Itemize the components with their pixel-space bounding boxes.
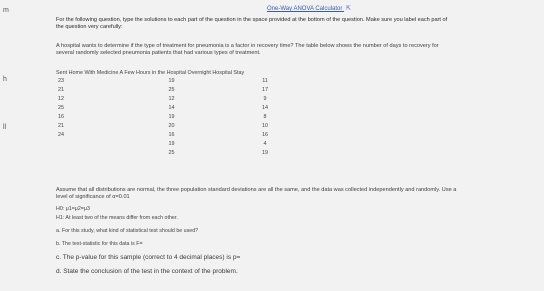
table-cell: 14 xyxy=(262,104,268,111)
table-row xyxy=(56,85,305,94)
sidebar-marker: ll xyxy=(3,124,7,131)
sidebar-marker: h xyxy=(3,76,7,83)
assumptions-line: level of significance of α=0.01 xyxy=(56,194,130,201)
header-overnight: Overnight Hospital Stay xyxy=(187,69,245,76)
table-cell: 16 xyxy=(262,131,268,138)
table-cell: 19 xyxy=(168,77,175,84)
table-row xyxy=(56,76,305,85)
table-cell: 25 xyxy=(168,86,175,93)
assumptions-text xyxy=(56,187,456,202)
intro-line: For the following question, type the solutions to each part of the question in the space provided at the bottom of the question. Make sure you label each part of xyxy=(56,17,448,23)
null-hypothesis: H0: μ1=μ2=μ3 xyxy=(56,206,90,212)
intro-line: the question very carefully: xyxy=(56,24,123,31)
scenario-line: A hospital wants to determine if the type of treatment for pneumonia is a factor in recovery time? The table below shows the number of days to recovery for xyxy=(56,43,439,49)
table-cell: 25 xyxy=(58,104,64,111)
external-link-icon: ⇱ xyxy=(346,6,352,12)
table-row xyxy=(56,130,305,139)
table-cell: 9 xyxy=(263,95,267,102)
question-content xyxy=(56,0,544,291)
table-header-row xyxy=(56,69,305,76)
anova-calculator-link[interactable] xyxy=(267,5,351,12)
table-cell: 16 xyxy=(58,113,64,120)
recovery-data-table xyxy=(56,69,305,157)
anova-calculator-link-label[interactable]: One-Way ANOVA Calculator xyxy=(267,6,343,12)
table-row xyxy=(56,121,305,130)
table-row xyxy=(56,94,305,103)
table-cell: 12 xyxy=(58,95,64,102)
table-cell: 20 xyxy=(168,122,175,129)
table-cell: 12 xyxy=(168,95,175,102)
alternative-hypothesis: H1: At least two of the means differ from each other. xyxy=(56,215,178,221)
scenario-line: several randomly selected pneumonia patients that had various types of treatment. xyxy=(56,50,261,57)
question-a: a. For this study, what kind of statistical test should be used? xyxy=(56,228,199,234)
table-row xyxy=(56,112,305,121)
table-cell: 4 xyxy=(263,140,267,147)
scenario-text xyxy=(56,43,439,58)
question-b: b. The test-statistic for this data is F= xyxy=(56,241,143,247)
table-cell xyxy=(56,148,118,157)
table-cell: 25 xyxy=(168,149,175,156)
table-cell: 11 xyxy=(262,77,268,84)
sidebar-marker: m xyxy=(3,7,9,14)
table-cell: 21 xyxy=(58,122,64,129)
table-cell: 19 xyxy=(168,113,175,120)
table-cell: 21 xyxy=(58,86,64,93)
table-cell: 14 xyxy=(168,104,175,111)
table-row xyxy=(56,148,305,157)
question-c: c. The p-value for this sample (correct to 4 decimal places) is p= xyxy=(56,254,241,261)
table-cell xyxy=(56,139,118,148)
table-row xyxy=(56,139,305,148)
question-d: d. State the conclusion of the test in the context of the problem. xyxy=(56,268,238,275)
table-row xyxy=(56,103,305,112)
table-cell: 8 xyxy=(263,113,267,120)
column-header xyxy=(56,69,305,76)
table-cell: 10 xyxy=(262,122,268,129)
header-sent-home: Sent Home With Medicine xyxy=(56,69,119,76)
assumptions-line: Assume that all distributions are normal, the three population standard deviations are all the same, and the data was collected independently and randomly. Use a xyxy=(56,187,457,193)
table-cell: 17 xyxy=(262,86,268,93)
left-sidebar-strip xyxy=(0,0,44,291)
table-cell: 16 xyxy=(168,131,175,138)
table-cell: 19 xyxy=(168,140,175,147)
intro-instructions xyxy=(56,17,447,32)
table-cell: 19 xyxy=(262,149,268,156)
header-few-hours: A Few Hours in the Hospital xyxy=(119,69,187,76)
table-cell: 24 xyxy=(58,131,64,138)
table-cell: 23 xyxy=(58,77,64,84)
